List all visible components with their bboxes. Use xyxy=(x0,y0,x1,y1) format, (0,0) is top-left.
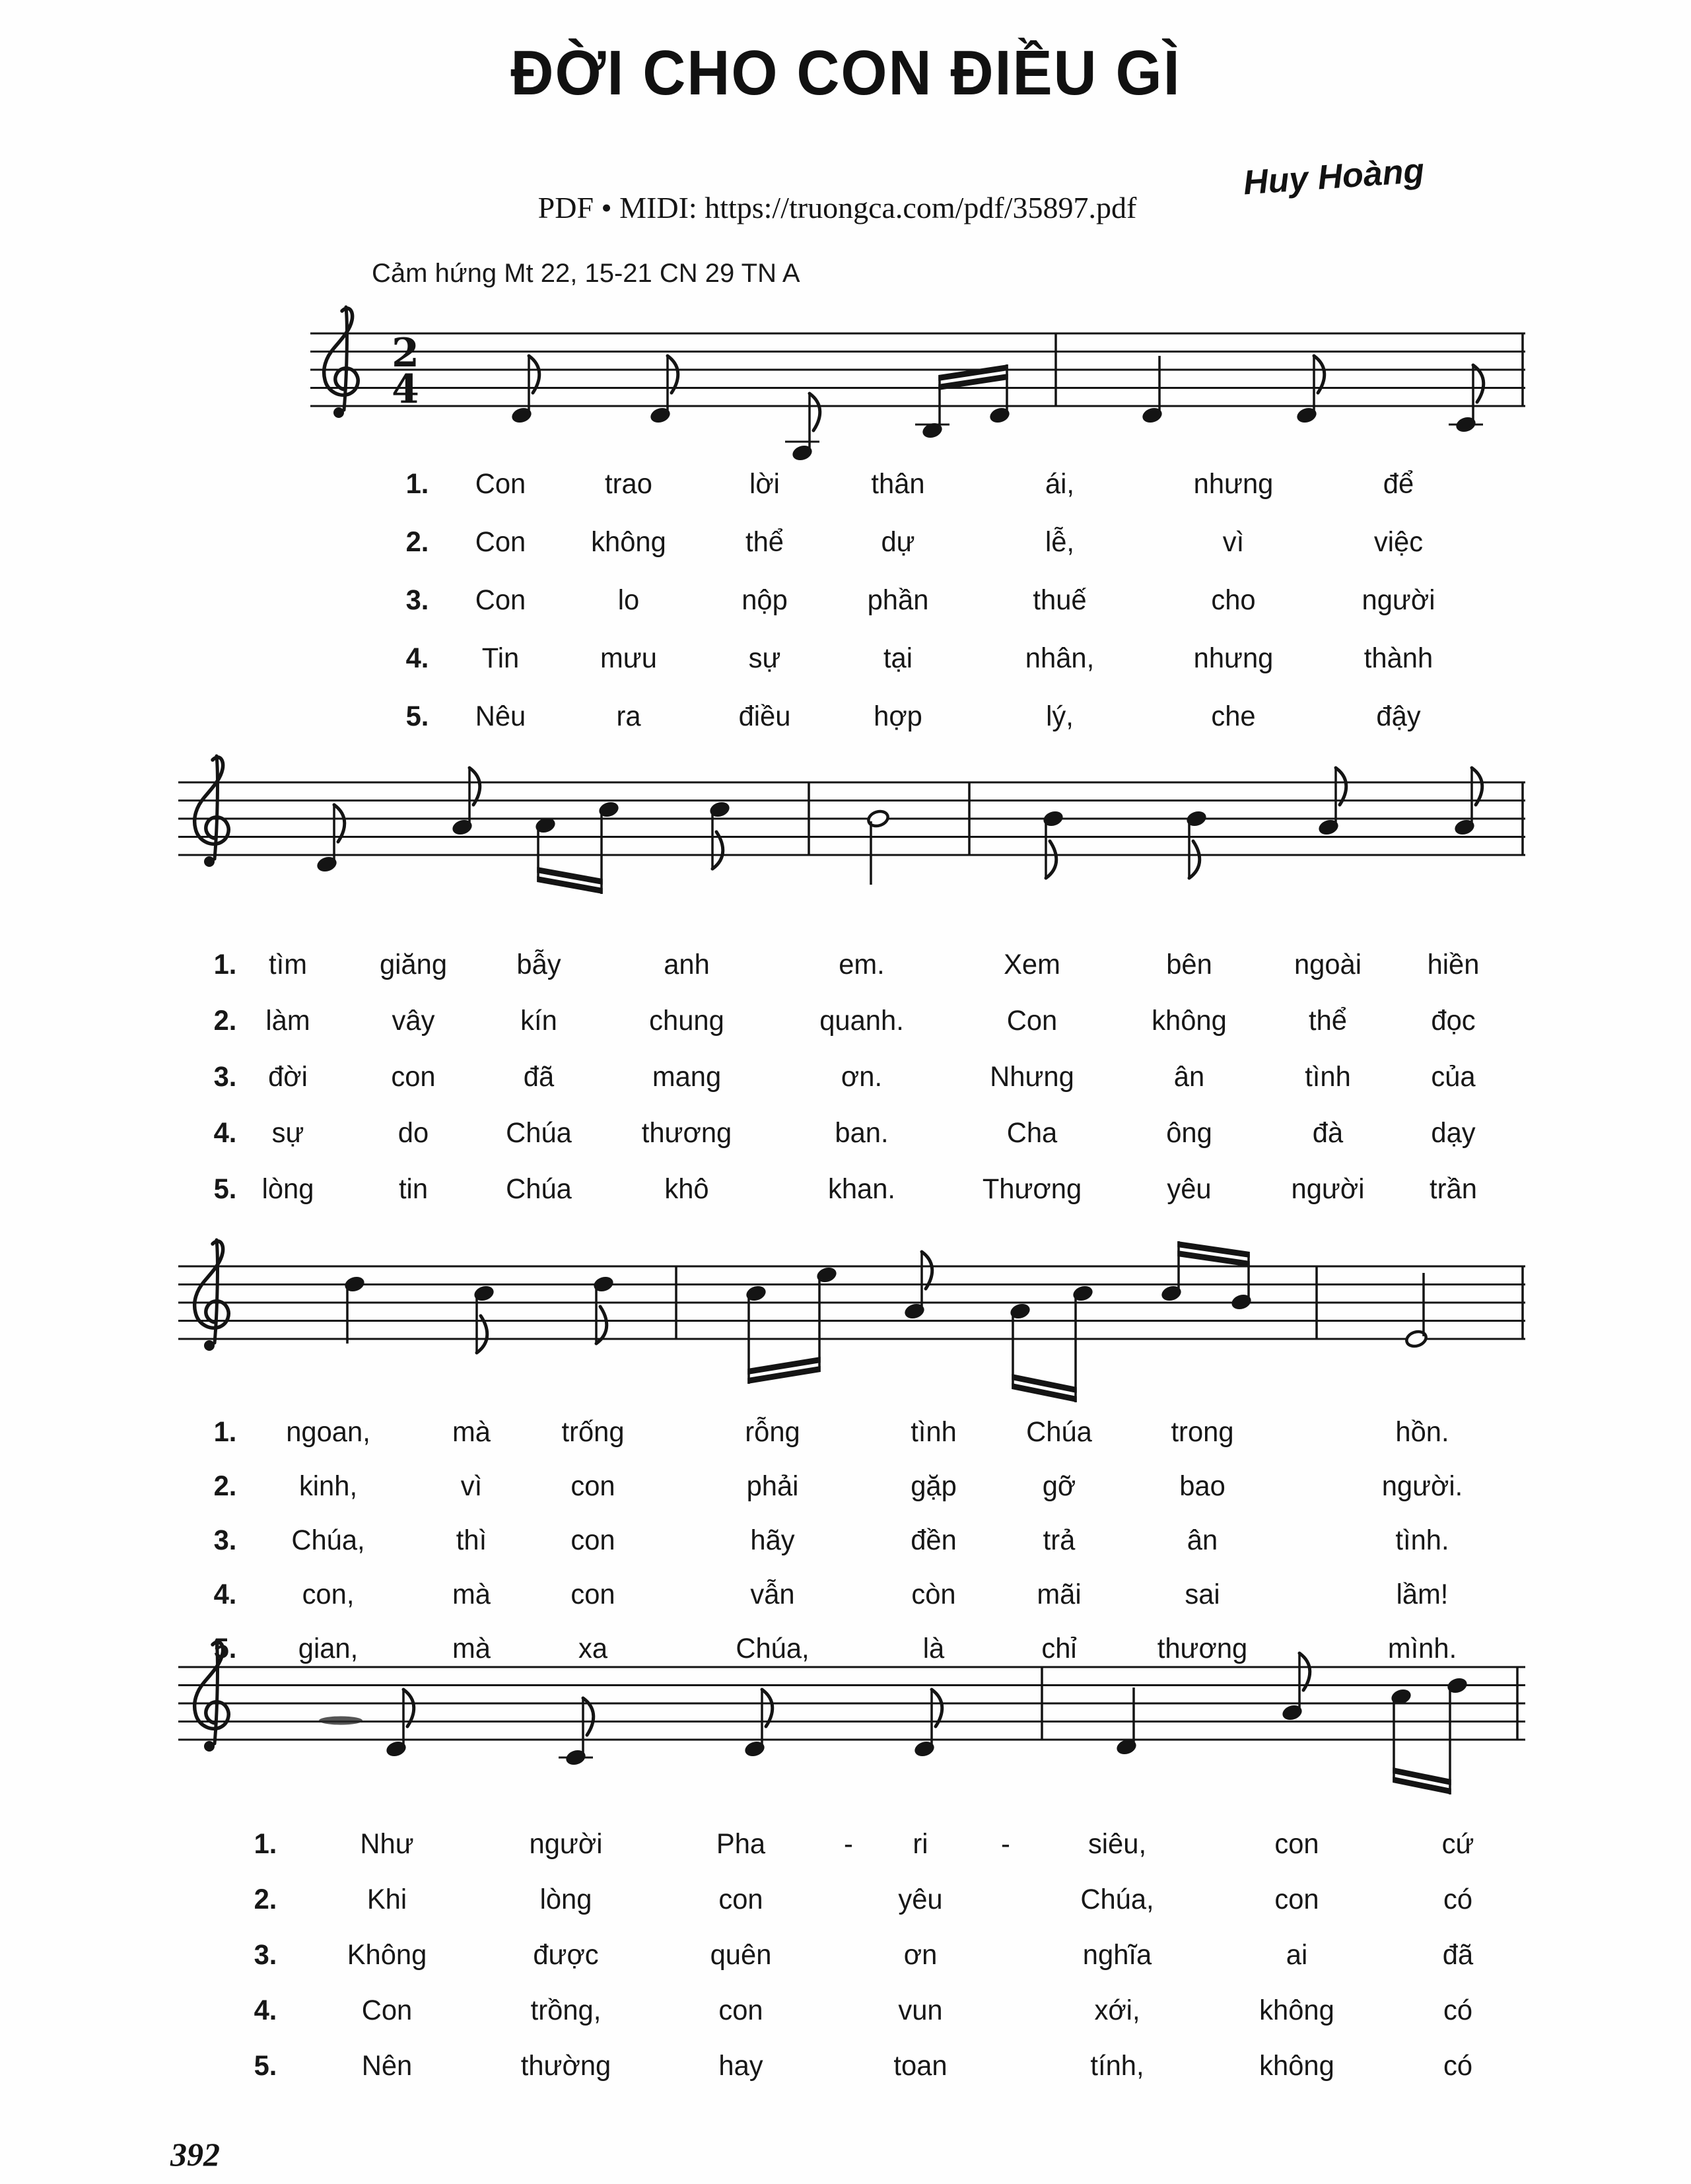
lyric-word: che xyxy=(1211,700,1256,732)
lyric-word: điều xyxy=(738,700,791,732)
lyric-word: không xyxy=(1259,1995,1334,2026)
lyric-word: đời xyxy=(268,1061,308,1093)
lyric-word: con xyxy=(1274,1884,1319,1915)
lyric-word: khan. xyxy=(827,1173,896,1205)
verse-number: 3. xyxy=(254,1939,277,1971)
lyric-word: trong xyxy=(1171,1416,1234,1448)
lyric-word: lòng xyxy=(539,1884,592,1915)
lyric-word: gian, xyxy=(298,1633,359,1664)
lyric-word: lễ, xyxy=(1045,526,1075,558)
lyric-word: Nêu xyxy=(475,700,526,732)
lyric-word: con xyxy=(570,1579,615,1610)
lyric-word: lời xyxy=(749,468,780,500)
lyric-word: thể xyxy=(745,526,784,558)
lyric-word: do xyxy=(397,1117,429,1149)
lyric-word: không xyxy=(1259,2050,1334,2082)
lyric-word: Khi xyxy=(366,1884,407,1915)
lyric-word: rỗng xyxy=(745,1416,800,1448)
lyric-word: đã xyxy=(1442,1939,1474,1971)
lyric-word: là xyxy=(922,1633,945,1664)
lyric-word: thể xyxy=(1309,1005,1347,1037)
lyric-word: Con xyxy=(1006,1005,1058,1037)
lyric-word: thành xyxy=(1363,642,1433,674)
verse-number: 5. xyxy=(254,2050,277,2082)
lyric-word: phần xyxy=(867,584,929,616)
lyric-word: vẫn xyxy=(750,1579,795,1610)
lyric-word: chung xyxy=(649,1005,724,1037)
verse-number: 4. xyxy=(213,1579,237,1610)
verse-number: 5. xyxy=(213,1173,237,1205)
lyric-word: ơn xyxy=(903,1939,938,1971)
lyric-word: Chúa xyxy=(1026,1416,1092,1448)
lyric-word: tin xyxy=(398,1173,429,1205)
lyric-word: Chúa, xyxy=(291,1524,365,1556)
lyric-word: tính, xyxy=(1090,2050,1144,2082)
lyric-word: ai xyxy=(1286,1939,1308,1971)
lyric-word: thân xyxy=(871,468,925,500)
lyric-word: ngoan, xyxy=(286,1416,370,1448)
lyric-word: con, xyxy=(302,1579,355,1610)
lyric-word: được xyxy=(533,1939,599,1971)
verse-number: 1. xyxy=(254,1828,277,1860)
lyric-word: chỉ xyxy=(1041,1633,1077,1664)
lyric-word: yêu xyxy=(1167,1173,1212,1205)
lyric-word: không xyxy=(1152,1005,1227,1037)
lyric-word: Tin xyxy=(481,642,520,674)
lyric-word: người xyxy=(1291,1173,1365,1205)
lyric-word: gỡ xyxy=(1042,1470,1076,1502)
lyric-word: vây xyxy=(392,1005,435,1037)
verse-number: 4. xyxy=(405,642,429,674)
lyric-word: ra xyxy=(616,700,641,732)
lyric-word: phải xyxy=(746,1470,799,1502)
lyric-word: Con xyxy=(361,1995,413,2026)
lyric-word: hãy xyxy=(750,1524,795,1556)
lyric-word: ban. xyxy=(835,1117,889,1149)
lyric-word: cứ xyxy=(1441,1828,1474,1860)
lyric-word: Nên xyxy=(361,2050,413,2082)
composer-name: Huy Hoàng xyxy=(1242,151,1426,203)
lyric-word: con xyxy=(718,1995,763,2026)
lyric-word: tìm xyxy=(269,949,307,980)
verse-number: 1. xyxy=(213,1416,237,1448)
lyric-word: thường xyxy=(520,2050,611,2082)
lyric-word: có xyxy=(1443,1995,1473,2026)
lyric-word: lầm! xyxy=(1396,1579,1449,1610)
lyric-word: Nhưng xyxy=(990,1061,1074,1093)
lyric-word: tình xyxy=(911,1416,957,1448)
lyric-word: tình. xyxy=(1395,1524,1449,1556)
lyric-word: người. xyxy=(1381,1470,1463,1502)
lyric-word: vì xyxy=(1222,526,1245,558)
lyric-word: Cha xyxy=(1006,1117,1058,1149)
lyric-word: đền xyxy=(911,1524,957,1556)
inspiration-note: Cảm hứng Mt 22, 15-21 CN 29 TN A xyxy=(372,259,800,288)
verse-number: 2. xyxy=(213,1005,237,1037)
lyric-word: đọc xyxy=(1431,1005,1476,1037)
lyric-word: bên xyxy=(1166,949,1212,980)
lyric-word: người xyxy=(529,1828,603,1860)
lyric-word: anh xyxy=(664,949,710,980)
lyric-word: Xem xyxy=(1004,949,1060,980)
lyric-word: nhưng xyxy=(1193,642,1274,674)
lyric-word: dự xyxy=(881,526,915,558)
lyric-word: trống xyxy=(561,1416,625,1448)
verse-number: 1. xyxy=(405,468,429,500)
lyric-word: dạy xyxy=(1431,1117,1476,1149)
lyric-word: tại xyxy=(883,642,913,674)
lyric-word: nộp xyxy=(742,584,788,616)
verse-number: 2. xyxy=(405,526,429,558)
lyric-word: bao xyxy=(1179,1470,1225,1502)
verse-number: 5. xyxy=(213,1633,237,1664)
lyric-word: cho xyxy=(1211,584,1256,616)
verse-number: 4. xyxy=(213,1117,237,1149)
lyric-word: vun xyxy=(898,1995,943,2026)
verse-number: 1. xyxy=(213,949,237,980)
lyric-word: Chúa xyxy=(506,1117,572,1149)
lyric-word: đà xyxy=(1312,1117,1344,1149)
lyric-word: hồn. xyxy=(1395,1416,1449,1448)
lyric-word: không xyxy=(591,526,666,558)
lyric-word: có xyxy=(1443,1884,1473,1915)
lyric-word: Không xyxy=(347,1939,427,1971)
page-number: 392 xyxy=(170,2136,220,2173)
time-signature: 2 xyxy=(392,330,419,376)
lyric-word: làm xyxy=(265,1005,310,1037)
lyric-word: nhưng xyxy=(1193,468,1274,500)
lyric-word: Con xyxy=(475,468,526,500)
lyric-word: kín xyxy=(520,1005,557,1037)
lyric-word: Như xyxy=(360,1828,414,1860)
lyric-word: mang xyxy=(652,1061,722,1093)
lyric-word: thương xyxy=(641,1117,732,1149)
pdf-midi-link: PDF • MIDI: https://truongca.com/pdf/35897.pdf xyxy=(537,191,1137,224)
lyric-word: con xyxy=(718,1884,763,1915)
lyric-word: tình xyxy=(1305,1061,1351,1093)
lyric-word: mà xyxy=(452,1579,491,1610)
lyric-word: kinh, xyxy=(298,1470,358,1502)
lyric-word: trả xyxy=(1043,1524,1076,1556)
lyric-word: xa xyxy=(578,1633,608,1664)
lyric-word: mà xyxy=(452,1416,491,1448)
lyric-word: giăng xyxy=(379,949,448,980)
lyric-word: trao xyxy=(605,468,652,500)
lyric-word: đã xyxy=(523,1061,555,1093)
lyric-word: Con xyxy=(475,584,526,616)
time-signature: 4 xyxy=(392,366,419,413)
lyric-word: lo xyxy=(617,584,640,616)
lyric-word: vì xyxy=(460,1470,483,1502)
page-title: ĐỜI CHO CON ĐIỀU GÌ xyxy=(510,38,1181,108)
lyric-word: quanh. xyxy=(819,1005,904,1037)
lyric-word: nghĩa xyxy=(1082,1939,1152,1971)
lyric-word: - xyxy=(844,1828,853,1860)
lyric-word: mình. xyxy=(1387,1633,1457,1664)
lyric-word: sai xyxy=(1185,1579,1220,1610)
lyric-word: có xyxy=(1443,2050,1473,2082)
lyric-word: ân xyxy=(1173,1061,1205,1093)
lyric-word: hợp xyxy=(874,700,922,732)
lyric-word: ông xyxy=(1166,1117,1212,1149)
lyric-word: yêu xyxy=(898,1884,943,1915)
lyric-word: em. xyxy=(839,949,885,980)
lyric-word: Chúa xyxy=(506,1173,572,1205)
lyric-word: việc xyxy=(1373,526,1424,558)
lyric-word: lý, xyxy=(1046,700,1074,732)
lyric-word: trồng, xyxy=(530,1995,602,2026)
lyric-word: con xyxy=(570,1470,615,1502)
verse-number: 4. xyxy=(254,1995,277,2026)
lyric-word: thì xyxy=(456,1524,487,1556)
lyric-word: Chúa, xyxy=(736,1633,810,1664)
lyric-word: để xyxy=(1383,468,1414,500)
lyric-word: siêu, xyxy=(1087,1828,1147,1860)
lyric-word: nhân, xyxy=(1025,642,1095,674)
lyric-word: đậy xyxy=(1376,700,1421,732)
lyric-word: thương xyxy=(1157,1633,1248,1664)
lyric-word: Thương xyxy=(982,1173,1082,1205)
lyric-word: lòng xyxy=(261,1173,314,1205)
lyric-word: Chúa, xyxy=(1080,1884,1154,1915)
lyric-word: người xyxy=(1362,584,1435,616)
lyric-word: ngoài xyxy=(1294,949,1362,980)
lyric-word: trần xyxy=(1430,1173,1477,1205)
lyric-word: sự xyxy=(271,1117,304,1149)
lyric-word: con xyxy=(1274,1828,1319,1860)
lyric-word: mà xyxy=(452,1633,491,1664)
lyric-word: Pha xyxy=(716,1828,766,1860)
lyric-word: ái, xyxy=(1045,468,1075,500)
lyric-word: của xyxy=(1431,1061,1476,1093)
lyric-word: bẫy xyxy=(516,949,561,980)
verse-number: 2. xyxy=(254,1884,277,1915)
lyric-word: thuế xyxy=(1033,584,1087,616)
verse-number: 3. xyxy=(213,1524,237,1556)
lyric-word: mưu xyxy=(600,642,657,674)
verse-number: 2. xyxy=(213,1470,237,1502)
lyric-word: xới, xyxy=(1094,1995,1140,2026)
lyric-word: ơn. xyxy=(841,1061,883,1093)
verse-number: 5. xyxy=(405,700,429,732)
lyric-word: ân xyxy=(1187,1524,1218,1556)
lyric-word: hay xyxy=(718,2050,763,2082)
lyric-word: toan xyxy=(893,2050,948,2082)
verse-number: 3. xyxy=(405,584,429,616)
lyric-word: khô xyxy=(664,1173,709,1205)
lyric-word: gặp xyxy=(911,1470,957,1502)
lyric-word: - xyxy=(1001,1828,1010,1860)
lyric-word: quên xyxy=(710,1939,772,1971)
lyric-word: sự xyxy=(748,642,781,674)
lyric-word: mãi xyxy=(1037,1579,1082,1610)
lyric-word: Con xyxy=(475,526,526,558)
lyric-word: còn xyxy=(911,1579,956,1610)
verse-number: 3. xyxy=(213,1061,237,1093)
lyric-word: hiền xyxy=(1427,949,1480,980)
lyric-word: ri xyxy=(913,1828,928,1860)
lyric-word: con xyxy=(570,1524,615,1556)
lyric-word: con xyxy=(391,1061,436,1093)
